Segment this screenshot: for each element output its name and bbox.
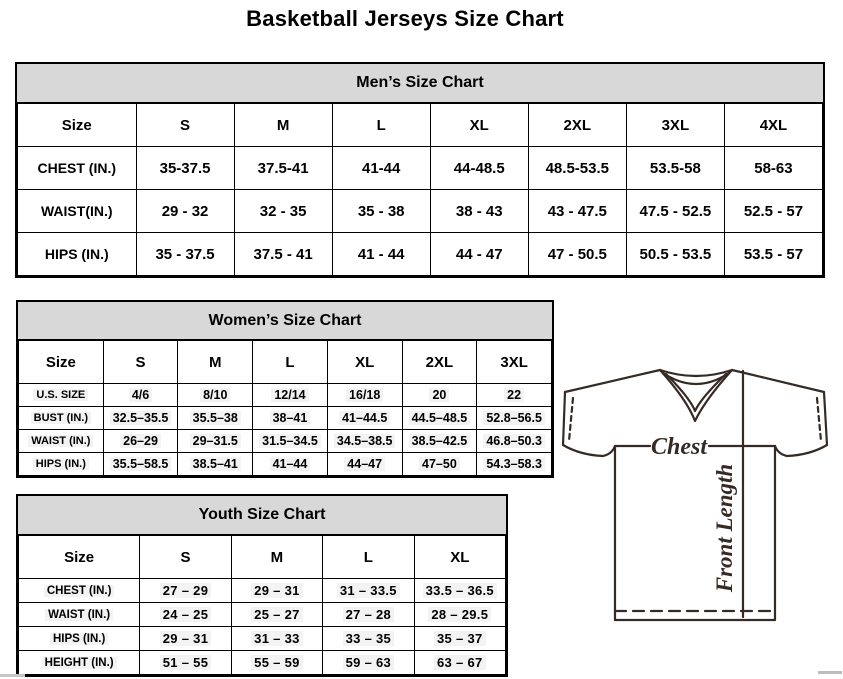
size-value-cell xyxy=(327,453,402,476)
size-value-cell xyxy=(234,190,332,233)
size-value-cell xyxy=(332,233,430,276)
size-value-text: 55 – 59 xyxy=(251,655,302,670)
size-value-text: 26–29 xyxy=(120,434,161,448)
size-value-cell xyxy=(231,651,322,675)
measurement-label xyxy=(18,233,137,276)
mens-size-chart xyxy=(15,62,825,278)
size-value-text: 29 - 32 xyxy=(161,202,209,220)
size-value-cell xyxy=(323,627,414,651)
size-value-cell xyxy=(414,579,505,603)
size-value-text: 34.5–38.5 xyxy=(334,434,396,448)
size-value-text: 59 – 63 xyxy=(343,655,394,670)
size-value-text: 37.5-41 xyxy=(257,159,309,177)
table-row xyxy=(19,627,506,651)
size-value-text: 38.5–42.5 xyxy=(409,434,471,448)
size-value-text: 38–41 xyxy=(270,411,311,425)
size-column-header: L xyxy=(332,104,430,147)
size-value-text: 52.8–56.5 xyxy=(483,411,545,425)
size-value-cell xyxy=(323,651,414,675)
size-value-text: 35.5–58.5 xyxy=(110,457,172,471)
size-value-text: 32 - 35 xyxy=(259,202,307,220)
size-value-cell xyxy=(414,651,505,675)
size-column-header: 2XL xyxy=(528,104,626,147)
size-value-cell xyxy=(323,579,414,603)
size-value-cell xyxy=(402,430,477,453)
measurement-label xyxy=(19,407,104,430)
size-value-text: 41 - 44 xyxy=(357,245,405,263)
size-value-cell xyxy=(234,147,332,190)
size-value-cell xyxy=(253,384,328,407)
size-value-text: 31.5–34.5 xyxy=(259,434,321,448)
size-value-text: 28 – 29.5 xyxy=(428,607,491,622)
size-value-cell xyxy=(430,233,528,276)
size-column-header: M xyxy=(178,341,253,384)
size-value-text: 41-44 xyxy=(361,159,401,177)
size-column-header: L xyxy=(253,341,328,384)
header-row xyxy=(18,104,823,147)
table-row xyxy=(19,384,552,407)
size-value-text: 27 – 28 xyxy=(343,607,394,622)
size-value-text: 41–44 xyxy=(270,457,311,471)
size-column-header: S xyxy=(103,341,178,384)
size-value-cell xyxy=(140,651,231,675)
size-value-text: 33.5 – 36.5 xyxy=(423,583,497,598)
measurement-label-text: HIPS (IN.) xyxy=(50,633,108,645)
size-value-text: 16/18 xyxy=(346,388,383,402)
size-value-text: 25 – 27 xyxy=(251,607,302,622)
size-value-text: 32.5–35.5 xyxy=(110,411,172,425)
size-corner-header: Size xyxy=(19,341,104,384)
size-column-header: XL xyxy=(430,104,528,147)
size-value-cell xyxy=(140,627,231,651)
size-value-text: 35 - 37.5 xyxy=(155,245,215,263)
size-value-text: 41–44.5 xyxy=(339,411,390,425)
jersey-left-cuff-dashes xyxy=(569,398,573,441)
size-value-cell xyxy=(414,627,505,651)
size-column-header: S xyxy=(136,104,234,147)
size-value-cell xyxy=(332,190,430,233)
size-value-cell xyxy=(231,603,322,627)
size-value-cell xyxy=(327,430,402,453)
size-corner-header: Size xyxy=(18,104,137,147)
measurement-label-text: CHEST (IN.) xyxy=(44,585,115,597)
size-value-text: 8/10 xyxy=(200,388,230,402)
measurement-label xyxy=(19,384,104,407)
size-value-cell xyxy=(402,453,477,476)
measurement-label-text: WAIST(IN.) xyxy=(40,203,113,219)
size-value-text: 29–31.5 xyxy=(190,434,241,448)
size-column-header: XL xyxy=(327,341,402,384)
size-value-text: 46.8–50.3 xyxy=(483,434,545,448)
table-row xyxy=(18,233,823,276)
measurement-label xyxy=(19,627,140,651)
size-value-cell xyxy=(724,190,822,233)
size-value-text: 50.5 - 53.5 xyxy=(639,245,712,263)
header-row xyxy=(19,536,506,579)
size-value-cell xyxy=(327,384,402,407)
size-value-cell xyxy=(253,453,328,476)
size-value-text: 29 – 31 xyxy=(251,583,302,598)
size-column-header: 3XL xyxy=(626,104,724,147)
size-value-cell xyxy=(178,453,253,476)
size-value-text: 35 – 37 xyxy=(434,631,485,646)
size-value-cell xyxy=(103,453,178,476)
size-column-header: M xyxy=(231,536,322,579)
table-row xyxy=(19,651,506,675)
header-row xyxy=(19,341,552,384)
youth-chart-title: Youth Size Chart xyxy=(18,496,506,535)
size-value-cell xyxy=(402,384,477,407)
table-row xyxy=(19,603,506,627)
size-value-text: 44.5–48.5 xyxy=(409,411,471,425)
measurement-label-text: WAIST (IN.) xyxy=(28,435,93,447)
table-row xyxy=(18,190,823,233)
size-value-text: 35-37.5 xyxy=(159,159,211,177)
size-value-cell xyxy=(528,147,626,190)
size-value-text: 37.5 - 41 xyxy=(253,245,313,263)
measurement-label xyxy=(19,453,104,476)
mens-chart-title: Men’s Size Chart xyxy=(17,64,823,103)
size-value-text: 29 – 31 xyxy=(160,631,211,646)
size-corner-header: Size xyxy=(19,536,140,579)
size-value-text: 53.5-58 xyxy=(649,159,701,177)
size-value-text: 35.5–38 xyxy=(190,411,241,425)
mens-table xyxy=(17,103,823,276)
measurement-label-text: U.S. SIZE xyxy=(33,389,88,401)
size-value-text: 47.5 - 52.5 xyxy=(639,202,712,220)
size-value-cell xyxy=(178,407,253,430)
measurement-label-text: HEIGHT (IN.) xyxy=(42,657,117,669)
jersey-shoulder-left xyxy=(565,370,660,392)
table-row xyxy=(19,407,552,430)
measurement-label-text: BUST (IN.) xyxy=(31,412,91,424)
size-value-cell xyxy=(140,603,231,627)
size-value-cell xyxy=(724,233,822,276)
size-value-text: 12/14 xyxy=(271,388,308,402)
size-value-cell xyxy=(477,407,552,430)
size-value-cell xyxy=(323,603,414,627)
jersey-right-cuff-dashes xyxy=(817,398,821,441)
size-value-cell xyxy=(332,147,430,190)
size-value-text: 43 - 47.5 xyxy=(547,202,607,220)
size-value-cell xyxy=(626,190,724,233)
youth-table xyxy=(18,535,506,675)
table-row xyxy=(19,579,506,603)
womens-chart-title: Women’s Size Chart xyxy=(18,302,552,340)
womens-table xyxy=(18,340,552,476)
size-value-text: 38 - 43 xyxy=(455,202,503,220)
youth-size-chart xyxy=(16,494,508,677)
measurement-label xyxy=(19,579,140,603)
measurement-label xyxy=(19,603,140,627)
scrollbar-fragment-right[interactable] xyxy=(818,671,842,674)
measurement-label xyxy=(19,430,104,453)
table-row xyxy=(19,453,552,476)
size-value-cell xyxy=(724,147,822,190)
size-value-cell xyxy=(178,384,253,407)
size-value-cell xyxy=(103,430,178,453)
size-value-text: 22 xyxy=(504,388,524,402)
size-value-cell xyxy=(103,384,178,407)
size-value-cell xyxy=(231,627,322,651)
size-value-text: 53.5 - 57 xyxy=(743,245,804,263)
measurement-label xyxy=(18,147,137,190)
size-column-header: 3XL xyxy=(477,341,552,384)
size-column-header: L xyxy=(323,536,414,579)
jersey-body-outline xyxy=(615,446,775,620)
size-value-cell xyxy=(402,407,477,430)
size-value-text: 52.5 - 57 xyxy=(743,202,804,220)
size-value-text: 4/6 xyxy=(129,388,152,402)
size-value-cell xyxy=(103,407,178,430)
size-column-header: 4XL xyxy=(724,104,822,147)
size-value-cell xyxy=(528,233,626,276)
size-value-text: 51 – 55 xyxy=(160,655,211,670)
measurement-label-text: WAIST (IN.) xyxy=(45,609,113,621)
size-value-cell xyxy=(477,453,552,476)
front-length-label: Front Length xyxy=(712,463,737,593)
size-value-cell xyxy=(253,407,328,430)
size-value-cell xyxy=(231,579,322,603)
size-value-cell xyxy=(178,430,253,453)
measurement-label-text: CHEST (IN.) xyxy=(37,160,117,176)
size-value-cell xyxy=(477,430,552,453)
jersey-shoulder-right xyxy=(732,370,824,392)
size-value-cell xyxy=(430,147,528,190)
size-value-text: 27 – 29 xyxy=(160,583,211,598)
size-value-cell xyxy=(477,384,552,407)
jersey-measurement-diagram xyxy=(556,358,843,626)
measurement-label-text: HIPS (IN.) xyxy=(44,246,109,262)
measurement-label-text: HIPS (IN.) xyxy=(33,458,89,470)
size-value-text: 63 – 67 xyxy=(434,655,485,670)
page-title: Basketball Jerseys Size Chart xyxy=(246,6,564,31)
measurement-label xyxy=(18,190,137,233)
size-value-cell xyxy=(136,147,234,190)
size-column-header: S xyxy=(140,536,231,579)
scrollbar-fragment-left[interactable] xyxy=(0,674,25,677)
size-value-text: 47 - 50.5 xyxy=(547,245,607,263)
size-value-text: 44–47 xyxy=(344,457,385,471)
size-value-text: 33 – 35 xyxy=(343,631,394,646)
size-column-header: XL xyxy=(414,536,505,579)
size-value-cell xyxy=(414,603,505,627)
size-value-cell xyxy=(626,233,724,276)
jersey-collar-back xyxy=(660,370,732,376)
size-value-cell xyxy=(136,233,234,276)
size-value-text: 44 - 47 xyxy=(455,245,503,263)
size-column-header: M xyxy=(234,104,332,147)
size-value-cell xyxy=(626,147,724,190)
size-value-text: 38.5–41 xyxy=(190,457,241,471)
size-column-header: 2XL xyxy=(402,341,477,384)
size-value-text: 31 – 33.5 xyxy=(337,583,400,598)
size-value-text: 20 xyxy=(429,388,449,402)
size-value-cell xyxy=(234,233,332,276)
size-value-text: 31 – 33 xyxy=(251,631,302,646)
size-value-cell xyxy=(136,190,234,233)
size-value-text: 24 – 25 xyxy=(160,607,211,622)
size-value-cell xyxy=(528,190,626,233)
size-value-text: 58-63 xyxy=(754,159,793,177)
size-value-text: 35 - 38 xyxy=(357,202,405,220)
table-row xyxy=(19,430,552,453)
size-value-cell xyxy=(430,190,528,233)
size-value-text: 44-48.5 xyxy=(453,159,505,177)
size-value-cell xyxy=(253,430,328,453)
size-value-text: 54.3–58.3 xyxy=(483,457,545,471)
size-value-text: 47–50 xyxy=(419,457,460,471)
womens-size-chart xyxy=(16,300,554,478)
size-value-text: 48.5-53.5 xyxy=(545,159,609,177)
size-value-cell xyxy=(140,579,231,603)
chest-label: Chest xyxy=(650,434,708,460)
table-row xyxy=(18,147,823,190)
measurement-label xyxy=(19,651,140,675)
size-value-cell xyxy=(327,407,402,430)
